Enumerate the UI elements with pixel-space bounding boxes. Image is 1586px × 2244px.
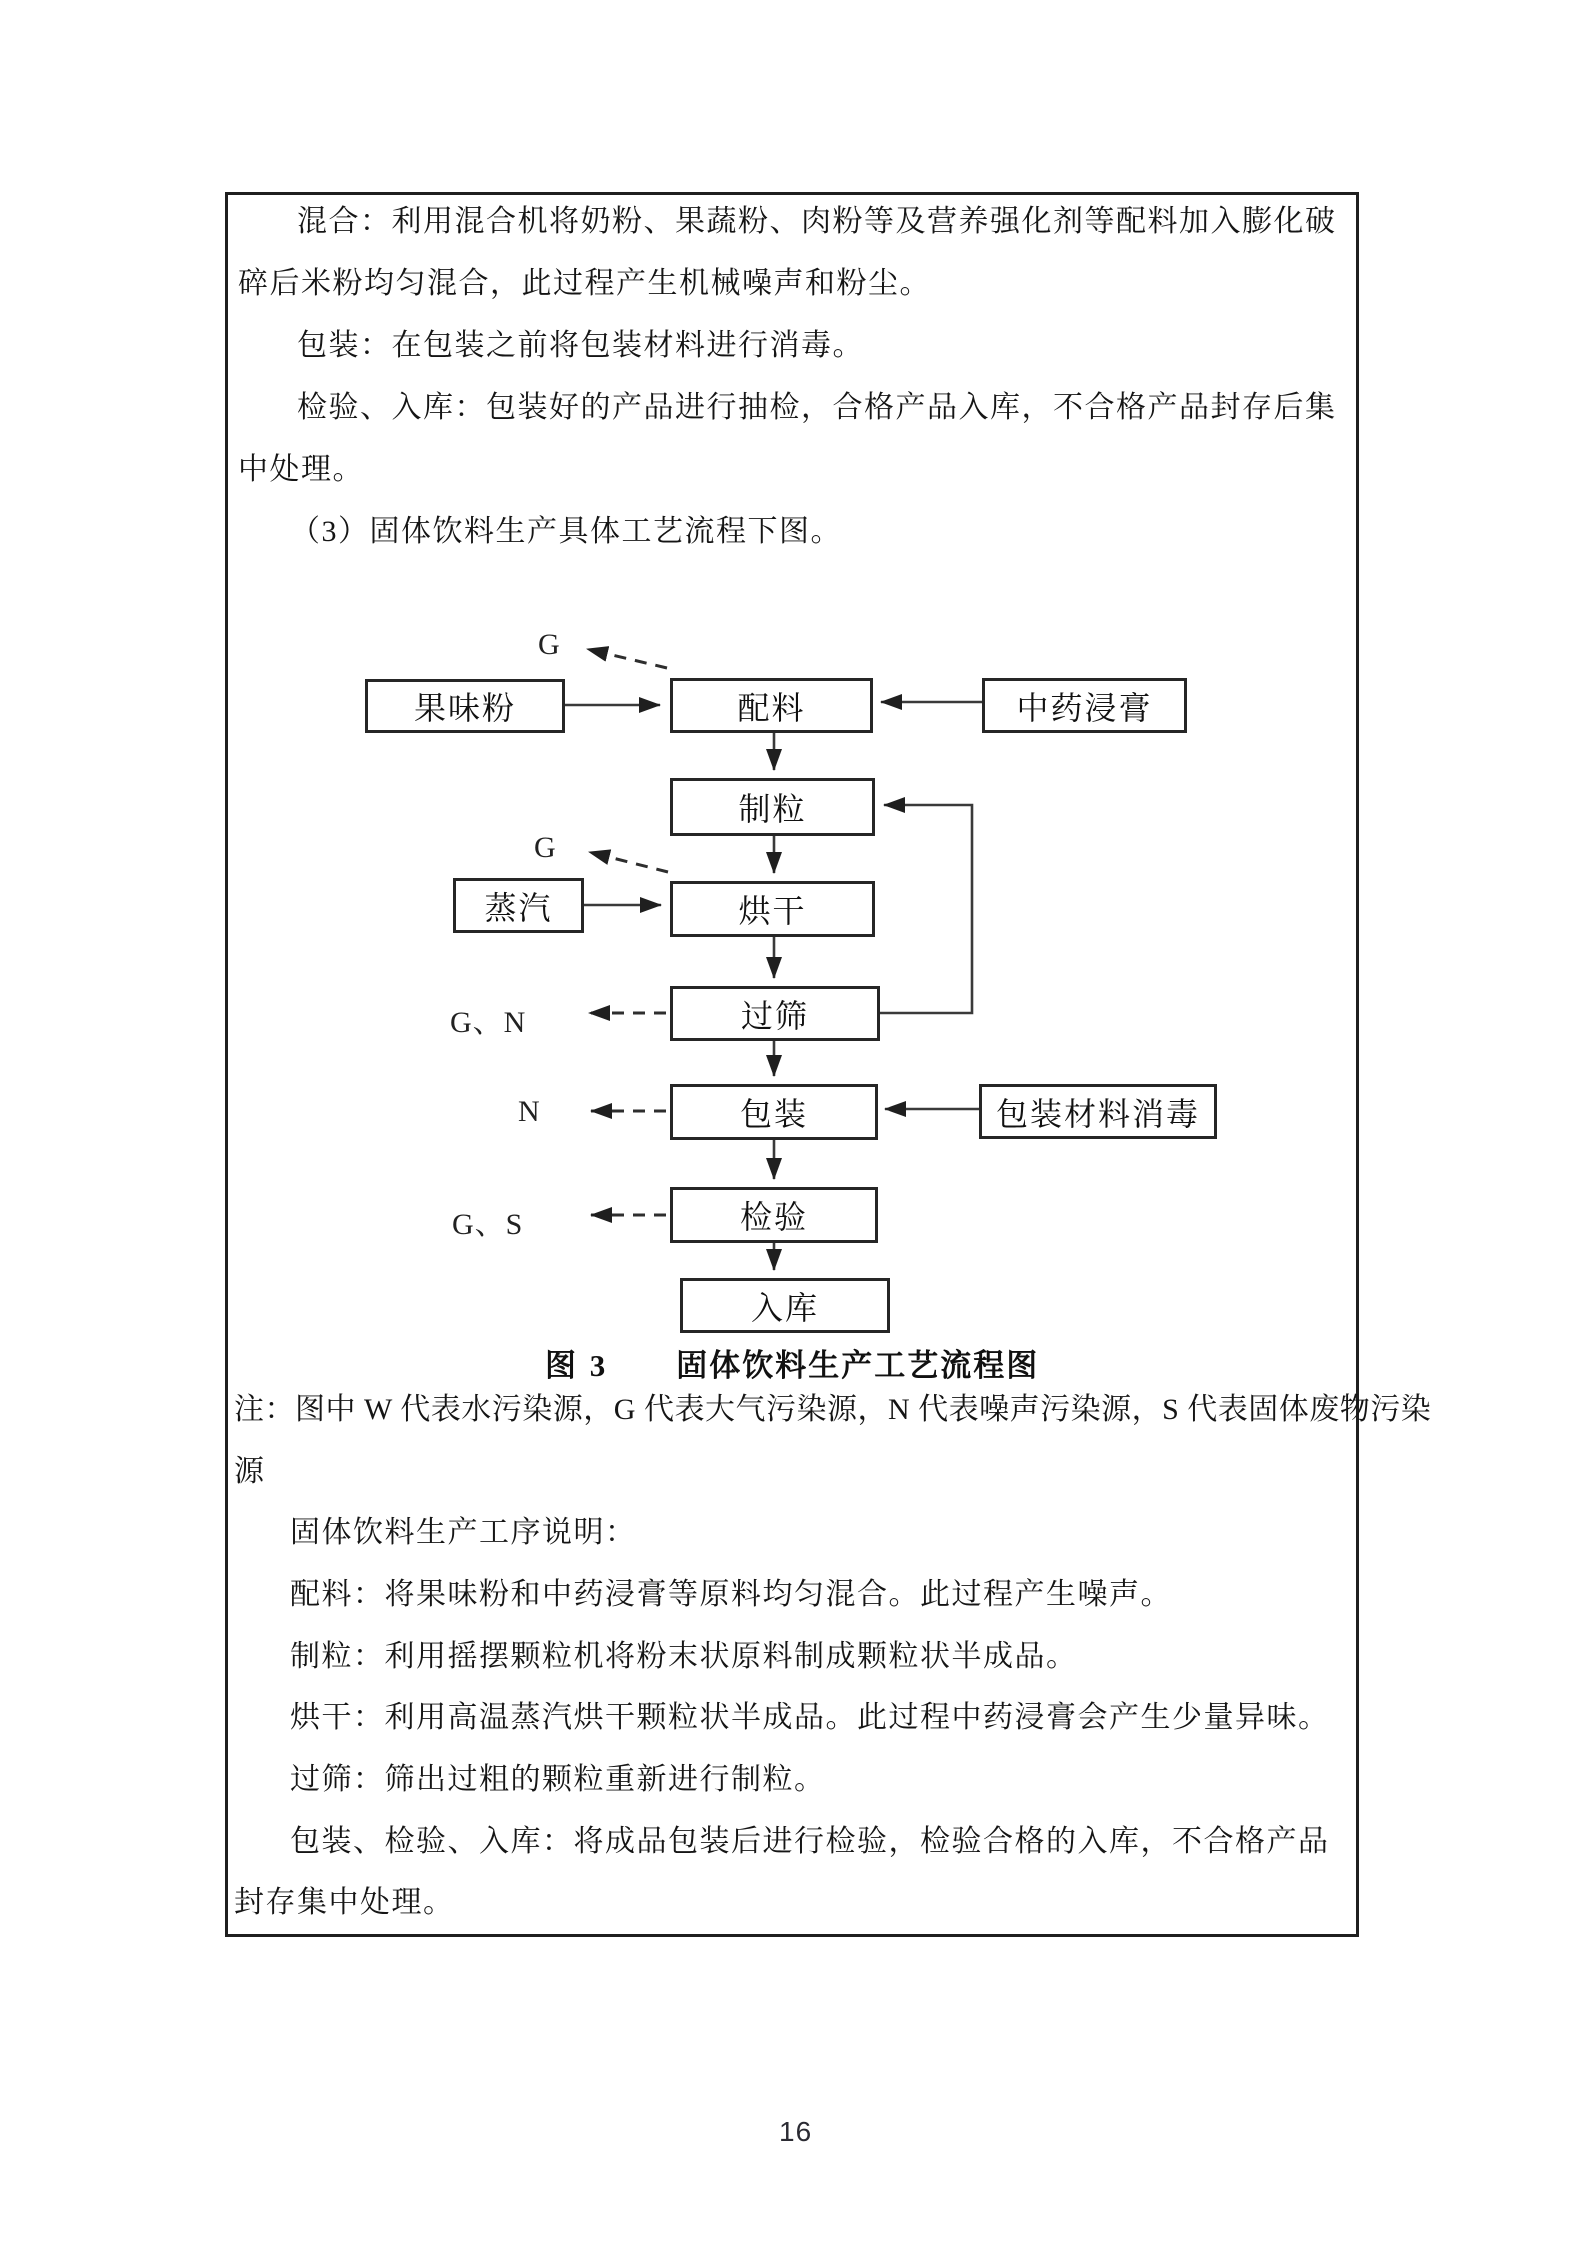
note-line: 源 xyxy=(234,1455,266,1488)
flow-box-steam: 蒸汽 xyxy=(453,878,584,933)
note-line: 配料：将果味粉和中药浸膏等原料均匀混合。此过程产生噪声。 xyxy=(290,1578,1172,1611)
flow-box-granulation: 制粒 xyxy=(670,778,875,836)
flow-box-ingredients: 配料 xyxy=(670,678,873,733)
pollution-label-g2: G xyxy=(534,831,557,864)
note-line: 烘干：利用高温蒸汽烘干颗粒状半成品。此过程中药浸膏会产生少量异味。 xyxy=(290,1701,1330,1734)
note-line: 封存集中处理。 xyxy=(234,1886,455,1919)
flow-box-herbal-extract: 中药浸膏 xyxy=(982,678,1187,733)
pollution-label-n: N xyxy=(518,1095,541,1128)
pollution-label-g1: G xyxy=(538,628,561,661)
paragraph-line: 包装：在包装之前将包装材料进行消毒。 xyxy=(297,329,864,362)
flow-box-packaging: 包装 xyxy=(670,1084,878,1140)
flow-box-warehousing: 入库 xyxy=(680,1278,890,1333)
paragraph-line: 混合：利用混合机将奶粉、果蔬粉、肉粉等及营养强化剂等配料加入膨化破 xyxy=(297,205,1337,238)
page-number: 16 xyxy=(779,2116,813,2147)
flow-box-fruit-powder: 果味粉 xyxy=(365,679,565,733)
pollution-label-gs: G、S xyxy=(452,1208,524,1241)
paragraph-line: （3）固体饮料生产具体工艺流程下图。 xyxy=(290,515,842,548)
content-border-box xyxy=(225,192,1359,1937)
note-line: 制粒：利用摇摆颗粒机将粉末状原料制成颗粒状半成品。 xyxy=(290,1640,1078,1673)
flow-box-packaging-material-disinfection: 包装材料消毒 xyxy=(979,1084,1217,1139)
flow-box-drying: 烘干 xyxy=(670,881,875,937)
figure-caption xyxy=(545,1340,1039,1385)
pollution-label-gn: G、N xyxy=(450,1006,527,1039)
figure-title: 固体饮料生产工艺流程图 xyxy=(676,1348,1040,1383)
note-line: 固体饮料生产工序说明： xyxy=(290,1516,637,1549)
flow-box-sieving: 过筛 xyxy=(670,986,880,1041)
note-line: 注：图中 W 代表水污染源，G 代表大气污染源，N 代表噪声污染源，S 代表固体废物污染 xyxy=(234,1393,1432,1426)
paragraph-line: 中处理。 xyxy=(238,453,364,486)
flow-box-inspection: 检验 xyxy=(670,1187,878,1243)
note-line: 过筛：筛出过粗的颗粒重新进行制粒。 xyxy=(290,1763,826,1796)
paragraph-line: 碎后米粉均匀混合，此过程产生机械噪声和粉尘。 xyxy=(238,267,931,300)
note-line: 包装、检验、入库：将成品包装后进行检验，检验合格的入库，不合格产品 xyxy=(290,1825,1330,1858)
figure-number: 图 3 xyxy=(545,1348,609,1383)
paragraph-line: 检验、入库：包装好的产品进行抽检，合格产品入库，不合格产品封存后集 xyxy=(297,391,1337,424)
